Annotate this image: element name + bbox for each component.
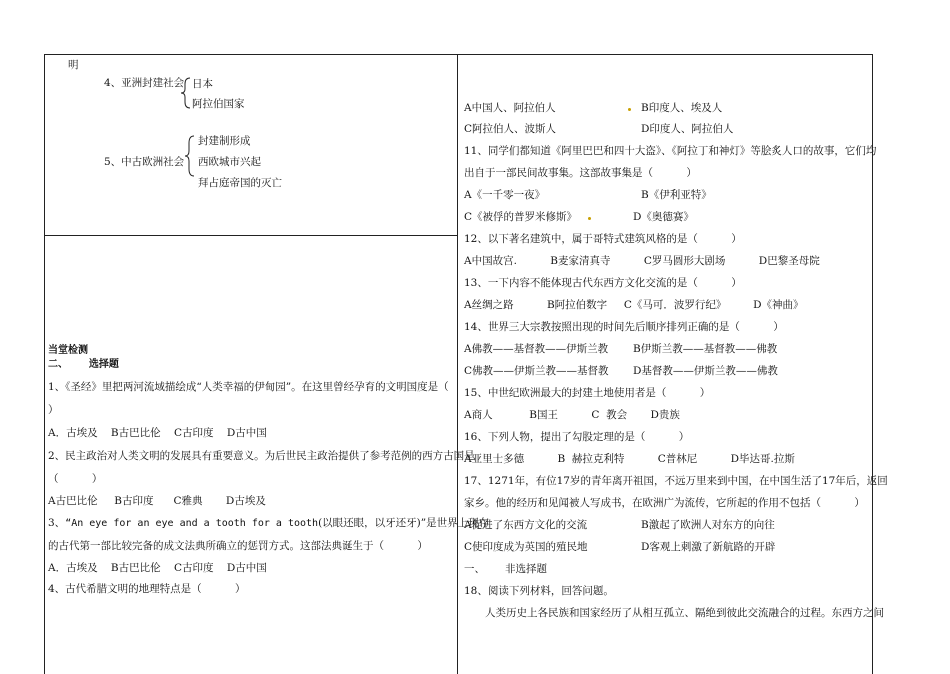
europe-brace [184, 134, 196, 178]
q17-option-c: C使印度成为英国的殖民地 [464, 541, 588, 553]
stray-mark-2 [588, 217, 591, 220]
q16-options: A亚里士多德 B 赫拉克利特 C普林尼 D毕达哥.拉斯 [464, 453, 795, 465]
row-divider [44, 235, 457, 236]
q13-options: A丝绸之路 B阿拉伯数字 C《马可．波罗行纪》 D《神曲》 [464, 299, 804, 311]
asia-item-japan: 日本 [192, 78, 213, 90]
q17-option-d: D客观上刺激了新航路的开辟 [641, 541, 776, 553]
q17-option-b: B激起了欧洲人对东方的向往 [641, 519, 775, 531]
q15-options: A商人 B国王 C 教会 D贵族 [464, 409, 680, 421]
q11-option-b: B《伊利亚特》 [641, 189, 712, 201]
q10-option-c: C阿拉伯人、波斯人 [464, 123, 557, 135]
asia-item-arab: 阿拉伯国家 [192, 98, 245, 110]
section-choice-title: 二、 选择题 [48, 359, 119, 370]
q18-material-text: 人类历史上各民族和国家经历了从相互孤立、隔绝到彼此交流融合的过程。东西方之间 [485, 607, 884, 619]
q15-line: 15、中世纪欧洲最大的封建土地使用者是（ ） [464, 387, 711, 399]
q14-option-b: B伊斯兰教——基督教——佛教 [633, 343, 778, 355]
q3-line1 [48, 516, 489, 531]
q16-line: 16、下列人物，提出了勾股定理的是（ ） [464, 431, 690, 443]
q14-line: 14、世界三大宗教按照出现的时间先后顺序排列正确的是（ ） [464, 321, 784, 333]
q13-line: 13、一下内容不能体现古代东西方文化交流的是（ ） [464, 277, 742, 289]
q10-option-d: D印度人、阿拉伯人 [641, 123, 734, 135]
q2-options: A古巴比伦 B古印度 C雅典 D古埃及 [48, 495, 266, 507]
q3-line2: 的古代第一部比较完备的成文法典所确立的惩罚方式。这部法典诞生于（ ） [48, 540, 428, 552]
q2-line1: 2、民主政治对人类文明的发展具有重要意义。为后世民主政治提供了参考范例的西方古国是 [48, 450, 475, 462]
q14-option-c: C佛教——伊斯兰教——基督教 [464, 365, 609, 377]
asia-brace [180, 76, 192, 110]
q11-line1: 11、同学们都知道《阿里巴巴和四十大盗》、《阿拉丁和神灯》等脍炙人口的故事，它们均 [464, 145, 877, 157]
q18-line: 18、阅读下列材料，回答问题。 [464, 585, 614, 597]
q3-number: 3、 [48, 517, 66, 529]
q3-options: A．古埃及 B古巴比伦 C古印度 D古中国 [48, 562, 267, 574]
q3-english-quote: “An eye for an eye and a tooth for a tooth [65, 518, 319, 529]
europe-label: 5、中古欧洲社会 [104, 156, 185, 168]
ming-text: 明 [68, 59, 79, 71]
q17-line2: 家乡。他的经历和见闻被人写成书，在欧洲广为流传，它所起的作用不包括（ ） [464, 497, 865, 509]
q3-line1-rest: (以眼还眼，以牙还牙)”是世界上现存 [318, 517, 490, 529]
q1-line1: 1、《圣经》里把两河流域描绘成“人类幸福的伊甸园”。在这里曾经孕育的文明国度是（ [48, 381, 449, 393]
section-heading-in-class-check: 当堂检测 [48, 345, 88, 356]
q12-line: 12、以下著名建筑中，属于哥特式建筑风格的是（ ） [464, 233, 742, 245]
q2-line2: （ ） [48, 473, 103, 485]
q17-option-a: A促进了东西方文化的交流 [464, 519, 588, 531]
q11-option-a: A《一千零一夜》 [464, 189, 546, 201]
asia-label: 4、亚洲封建社会 [104, 77, 185, 89]
q11-line2: 出自于一部民间故事集。这部故事集是（ ） [464, 167, 697, 179]
section-non-choice-title: 一、 非选择题 [464, 563, 548, 575]
stray-mark [628, 108, 631, 111]
q11-option-c: C《被俘的普罗米修斯》 [464, 211, 578, 223]
europe-item-feudal: 封建制形成 [198, 135, 251, 147]
q10-option-a: A中国人、阿拉伯人 [464, 102, 556, 114]
q1-line2: ） [48, 404, 59, 416]
column-divider [457, 54, 458, 674]
q4-line: 4、古代希腊文明的地理特点是（ ） [48, 583, 246, 595]
q1-options: A．古埃及 B古巴比伦 C古印度 D古中国 [48, 427, 267, 439]
europe-item-byzantine: 拜占庭帝国的灭亡 [198, 177, 282, 189]
q10-option-b: B印度人、埃及人 [641, 102, 723, 114]
q14-option-a: A佛教——基督教——伊斯兰教 [464, 343, 609, 355]
q11-option-d: D《奥德赛》 [633, 211, 694, 223]
q17-line1: 17、1271年，有位17岁的青年离开祖国，不远万里来到中国，在中国生活了17年后，返回 [464, 475, 888, 487]
q14-option-d: D基督教——伊斯兰教——佛教 [633, 365, 778, 377]
europe-item-cities: 西欧城市兴起 [198, 156, 261, 168]
q12-options: A中国故宫. B麦家清真寺 C罗马圆形大剧场 D巴黎圣母院 [464, 255, 820, 267]
